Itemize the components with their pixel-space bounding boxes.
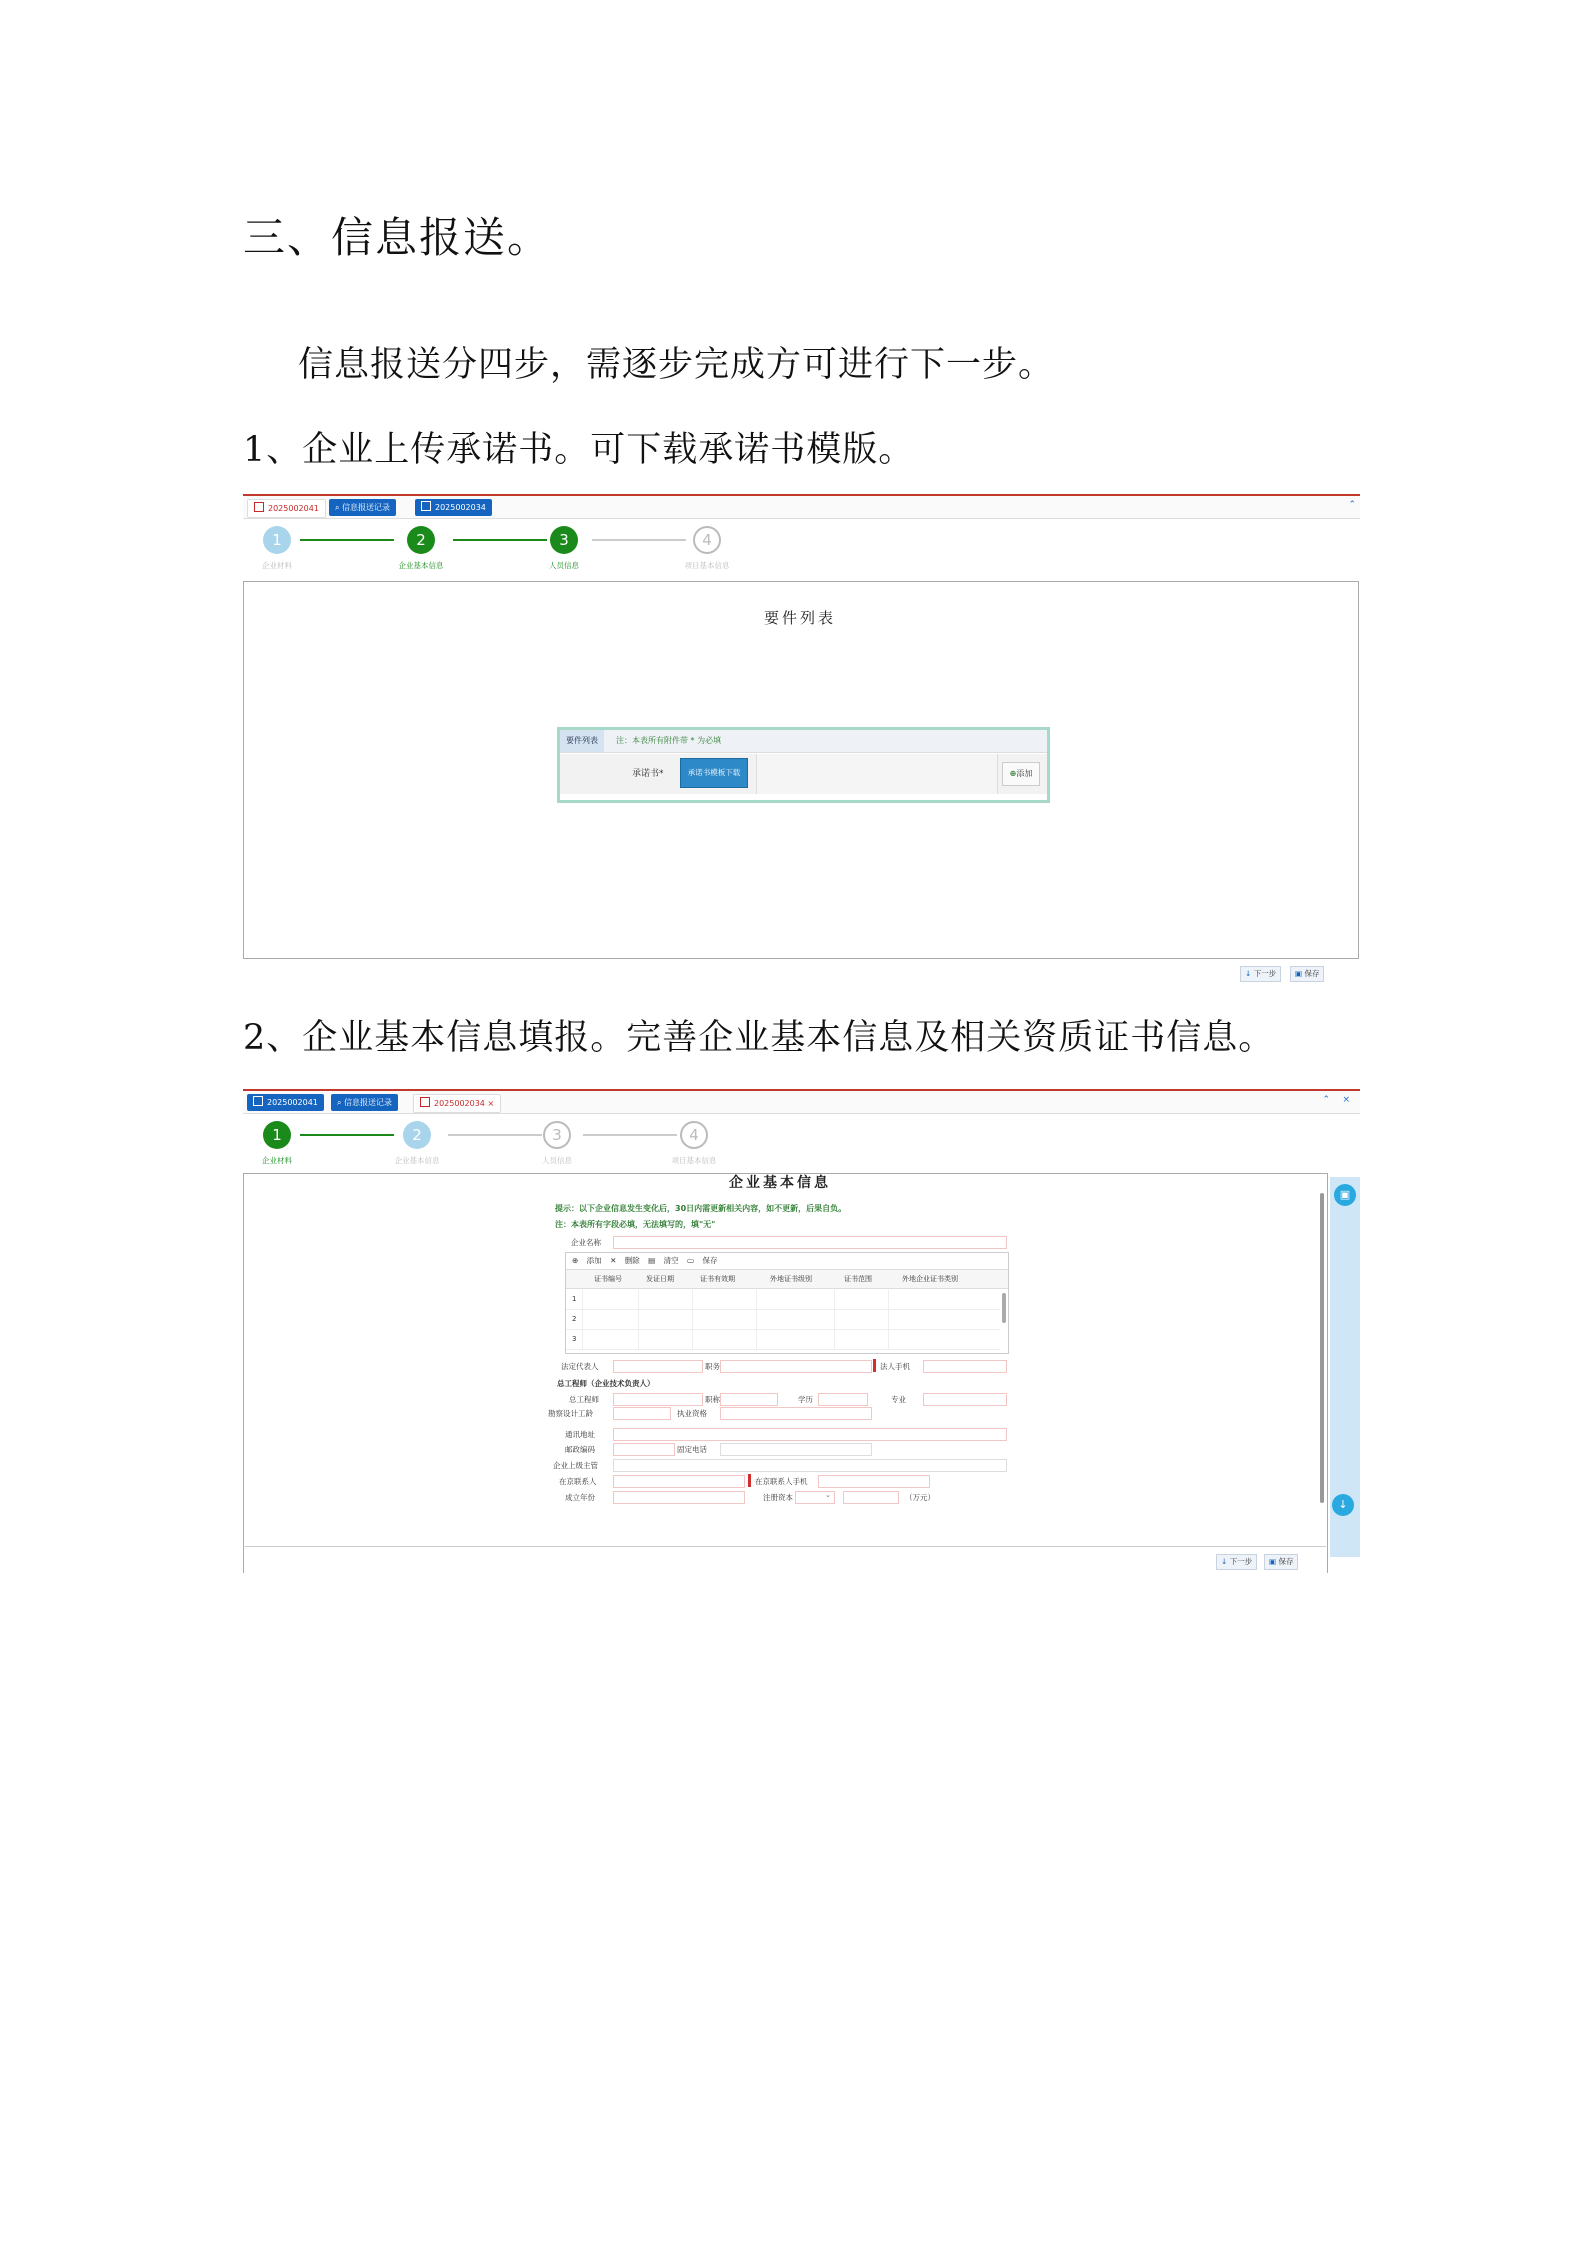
- tab-record-2034[interactable]: [413, 1094, 501, 1113]
- button-label: 保存: [1278, 1557, 1294, 1566]
- tab-record-2034[interactable]: [415, 499, 492, 516]
- step-connector: [300, 539, 394, 541]
- grid-scrollbar[interactable]: [1002, 1293, 1006, 1323]
- button-label: 下一步: [1253, 969, 1277, 978]
- save-icon: ▣: [1269, 1557, 1277, 1566]
- grid-cell: [638, 1330, 639, 1349]
- add-label: 添加: [1016, 769, 1033, 778]
- grid-cell: [888, 1330, 889, 1349]
- survey-design-years-label: 勘察设计工龄: [548, 1409, 593, 1418]
- column-header: 发证日期: [646, 1275, 674, 1283]
- table-row[interactable]: [566, 1310, 1000, 1330]
- grid-cell: [834, 1330, 835, 1349]
- content-title: 要件列表: [764, 609, 837, 627]
- content-frame: [243, 1173, 1328, 1573]
- table-row[interactable]: [566, 1330, 1000, 1350]
- grid-toolbar: [566, 1253, 1008, 1270]
- landline-input[interactable]: [720, 1443, 872, 1456]
- plus-icon: ⊕: [1009, 769, 1017, 778]
- intro-paragraph: 信息报送分四步，需逐步完成方可进行下一步。: [298, 345, 1055, 385]
- step-1-circle: 1: [263, 526, 291, 554]
- practice-qualification-label: 执业资格: [677, 1409, 707, 1418]
- tab-label: 2025002041: [267, 1098, 318, 1107]
- column-header: 证书有效期: [700, 1275, 735, 1283]
- certificate-grid: [565, 1252, 1009, 1354]
- grid-cell: [692, 1310, 693, 1329]
- grid-save-button[interactable]: ▭ 保存: [687, 1256, 718, 1265]
- step-3-circle: 3: [550, 526, 578, 554]
- grid-cell: [756, 1330, 757, 1349]
- column-header: 证书范围: [844, 1275, 872, 1283]
- step-2-circle: 2: [407, 526, 435, 554]
- founded-year-label: 成立年份: [565, 1493, 595, 1502]
- education-label: 学历: [798, 1395, 813, 1404]
- step-label: 人员信息: [542, 1156, 572, 1165]
- commitment-label: 承诺书*: [632, 769, 664, 779]
- grid-cell: [756, 1290, 757, 1309]
- step-2-circle: 2: [403, 1121, 431, 1149]
- legal-rep-label: 法定代表人: [561, 1362, 599, 1371]
- grid-cell: [582, 1310, 583, 1329]
- row-number: 3: [572, 1335, 577, 1343]
- content-frame: [243, 581, 1359, 959]
- chief-engineer-label: 总工程师: [569, 1395, 599, 1404]
- grid-cell: [888, 1310, 889, 1329]
- screenshot-basic-info: [243, 1089, 1360, 1573]
- grid-cell: [582, 1290, 583, 1309]
- legal-phone-input[interactable]: [923, 1360, 1007, 1373]
- arrow-down-icon: ↓: [1245, 969, 1252, 978]
- toolbar-label: 删除: [624, 1256, 640, 1265]
- practice-qualification-input[interactable]: [720, 1407, 872, 1420]
- tab-report-history[interactable]: [331, 1094, 398, 1111]
- toolbar-label: 清空: [663, 1256, 679, 1265]
- postal-code-input[interactable]: [613, 1443, 675, 1456]
- step-label: 企业基本信息: [398, 561, 444, 570]
- superior-dept-input[interactable]: [613, 1459, 1007, 1472]
- save-button[interactable]: [1290, 966, 1324, 982]
- tab-label: 2025002041: [268, 504, 319, 513]
- step-connector: [583, 1134, 677, 1136]
- step2-paragraph: 2、企业基本信息填报。完善企业基本信息及相关资质证书信息。: [243, 1018, 1275, 1058]
- major-label: 专业: [891, 1395, 906, 1404]
- panel-tab[interactable]: 要件列表: [560, 730, 604, 752]
- grid-header: [566, 1270, 1008, 1289]
- registered-capital-select[interactable]: [795, 1491, 835, 1504]
- next-step-button[interactable]: [1216, 1554, 1257, 1570]
- step-label: 项目基本信息: [671, 1156, 717, 1165]
- collapse-icon[interactable]: ⌃: [1322, 1095, 1330, 1105]
- column-header: 外地企业证书类别: [902, 1275, 958, 1283]
- search-icon: ⌕: [335, 503, 343, 512]
- row-number: 2: [572, 1315, 577, 1323]
- step-label: 企业材料: [262, 1156, 292, 1165]
- chief-engineer-section: 总工程师（企业技术负责人）: [557, 1379, 655, 1388]
- close-icon[interactable]: ×: [487, 1099, 495, 1108]
- scroll-down-icon[interactable]: ↓: [1332, 1494, 1354, 1516]
- postal-code-label: 邮政编码: [565, 1445, 595, 1454]
- tab-bar: [243, 494, 1360, 519]
- save-float-icon[interactable]: ▣: [1334, 1184, 1356, 1206]
- column-header: 外地证书级别: [770, 1275, 812, 1283]
- tab-label: 2025002034: [434, 1099, 485, 1108]
- tab-report-history[interactable]: [329, 499, 396, 516]
- position-label: 职务: [705, 1362, 720, 1371]
- survey-design-years-input[interactable]: [613, 1407, 671, 1420]
- add-attachment-button[interactable]: [1002, 762, 1040, 786]
- step-label: 项目基本信息: [684, 561, 730, 570]
- step-connector: [453, 539, 547, 541]
- clear-button[interactable]: ▤ 清空: [648, 1256, 679, 1265]
- legal-phone-label: 法人手机: [880, 1362, 910, 1371]
- address-input[interactable]: [613, 1428, 1007, 1441]
- grid-cell: [834, 1310, 835, 1329]
- major-input[interactable]: [923, 1393, 1007, 1406]
- step-1-circle: 1: [263, 1121, 291, 1149]
- table-row[interactable]: [566, 1290, 1000, 1310]
- document-icon: [254, 502, 264, 512]
- screenshot-requirements: [243, 494, 1360, 986]
- title-label: 职称: [705, 1395, 720, 1404]
- education-input[interactable]: [818, 1393, 868, 1406]
- requirement-row: [560, 754, 1047, 794]
- document-icon: [420, 1097, 430, 1107]
- tab-record-2041[interactable]: [247, 499, 326, 518]
- company-name-input[interactable]: [613, 1236, 1007, 1249]
- grid-cell: [638, 1310, 639, 1329]
- scrollbar[interactable]: [1320, 1193, 1324, 1503]
- row-number: 1: [572, 1295, 577, 1303]
- form-note: 注：本表所有字段必填，无法填写的，填"无": [555, 1220, 716, 1229]
- document-icon: [421, 501, 431, 511]
- landline-label: 固定电话: [677, 1445, 707, 1454]
- panel-header: [560, 730, 1047, 753]
- required-marker: [748, 1474, 751, 1487]
- grid-cell: [888, 1290, 889, 1309]
- toolbar-label: 保存: [702, 1256, 718, 1265]
- tab-label: 信息报送记录: [342, 503, 391, 512]
- grid-cell: [756, 1310, 757, 1329]
- close-icon[interactable]: ×: [1342, 1095, 1350, 1105]
- registered-capital-label: 注册资本: [763, 1493, 793, 1502]
- form-title: 企业基本信息: [729, 1175, 831, 1191]
- chief-engineer-input[interactable]: [613, 1393, 703, 1406]
- tab-label: 2025002034: [435, 503, 486, 512]
- grid-cell: [834, 1290, 835, 1309]
- collapse-icon[interactable]: ⌃: [1348, 500, 1356, 510]
- save-button[interactable]: [1264, 1554, 1298, 1570]
- superior-dept-label: 企业上级主管: [553, 1461, 598, 1470]
- grid-cell: [638, 1290, 639, 1309]
- add-row-button[interactable]: ⊕ 添加: [572, 1256, 602, 1265]
- company-name-label: 企业名称: [571, 1238, 601, 1247]
- delete-row-button[interactable]: ✕ 删除: [610, 1256, 640, 1265]
- step-connector: [448, 1134, 542, 1136]
- legal-rep-input[interactable]: [613, 1360, 703, 1373]
- tab-label: 信息报送记录: [344, 1098, 393, 1107]
- frame-divider: [243, 1546, 1326, 1547]
- button-label: 保存: [1304, 969, 1320, 978]
- step1-paragraph: 1、企业上传承诺书。可下载承诺书模版。: [243, 430, 915, 470]
- download-template-button[interactable]: 承诺书模板下载: [680, 758, 748, 788]
- step-label: 企业基本信息: [394, 1156, 440, 1165]
- save-icon: ▣: [1295, 969, 1303, 978]
- panel-note: 注：本表所有附件带 * 为必填: [616, 736, 722, 745]
- title-input[interactable]: [720, 1393, 778, 1406]
- required-marker: [873, 1359, 876, 1372]
- beijing-contact-phone-input[interactable]: [818, 1475, 930, 1488]
- form-hint: 提示：以下企业信息发生变化后，30日内需更新相关内容，如不更新，后果自负。: [555, 1204, 847, 1213]
- step-label: 企业材料: [262, 561, 292, 570]
- beijing-contact-label: 在京联系人: [559, 1477, 597, 1486]
- chevron-down-icon: ⌄: [825, 1491, 831, 1499]
- step-4-circle: 4: [693, 526, 721, 554]
- grid-cell: [692, 1290, 693, 1309]
- address-label: 通讯地址: [565, 1430, 595, 1439]
- button-label: 下一步: [1229, 1557, 1253, 1566]
- document-icon: [253, 1096, 263, 1106]
- step-connector: [592, 539, 686, 541]
- next-step-button[interactable]: [1240, 966, 1281, 982]
- grid-cell: [582, 1330, 583, 1349]
- step-4-circle: 4: [680, 1121, 708, 1149]
- toolbar-label: 添加: [586, 1256, 602, 1265]
- section-heading: 三、信息报送。: [243, 213, 552, 262]
- step-connector: [300, 1134, 394, 1136]
- requirements-panel: [557, 727, 1050, 803]
- unit-label: （万元）: [905, 1493, 935, 1502]
- attachment-field: [756, 754, 998, 794]
- beijing-contact-phone-label: 在京联系人手机: [755, 1477, 808, 1486]
- arrow-down-icon: ↓: [1221, 1557, 1228, 1566]
- founded-year-input[interactable]: [613, 1491, 745, 1504]
- column-header: 证书编号: [594, 1275, 622, 1283]
- tab-record-2041[interactable]: [247, 1094, 324, 1111]
- search-icon: ⌕: [337, 1098, 345, 1107]
- step-3-circle: 3: [543, 1121, 571, 1149]
- registered-capital-input[interactable]: [843, 1491, 899, 1504]
- position-input[interactable]: [720, 1360, 872, 1373]
- beijing-contact-input[interactable]: [613, 1475, 745, 1488]
- grid-cell: [692, 1330, 693, 1349]
- tab-bar: [243, 1089, 1360, 1114]
- step-label: 人员信息: [549, 561, 579, 570]
